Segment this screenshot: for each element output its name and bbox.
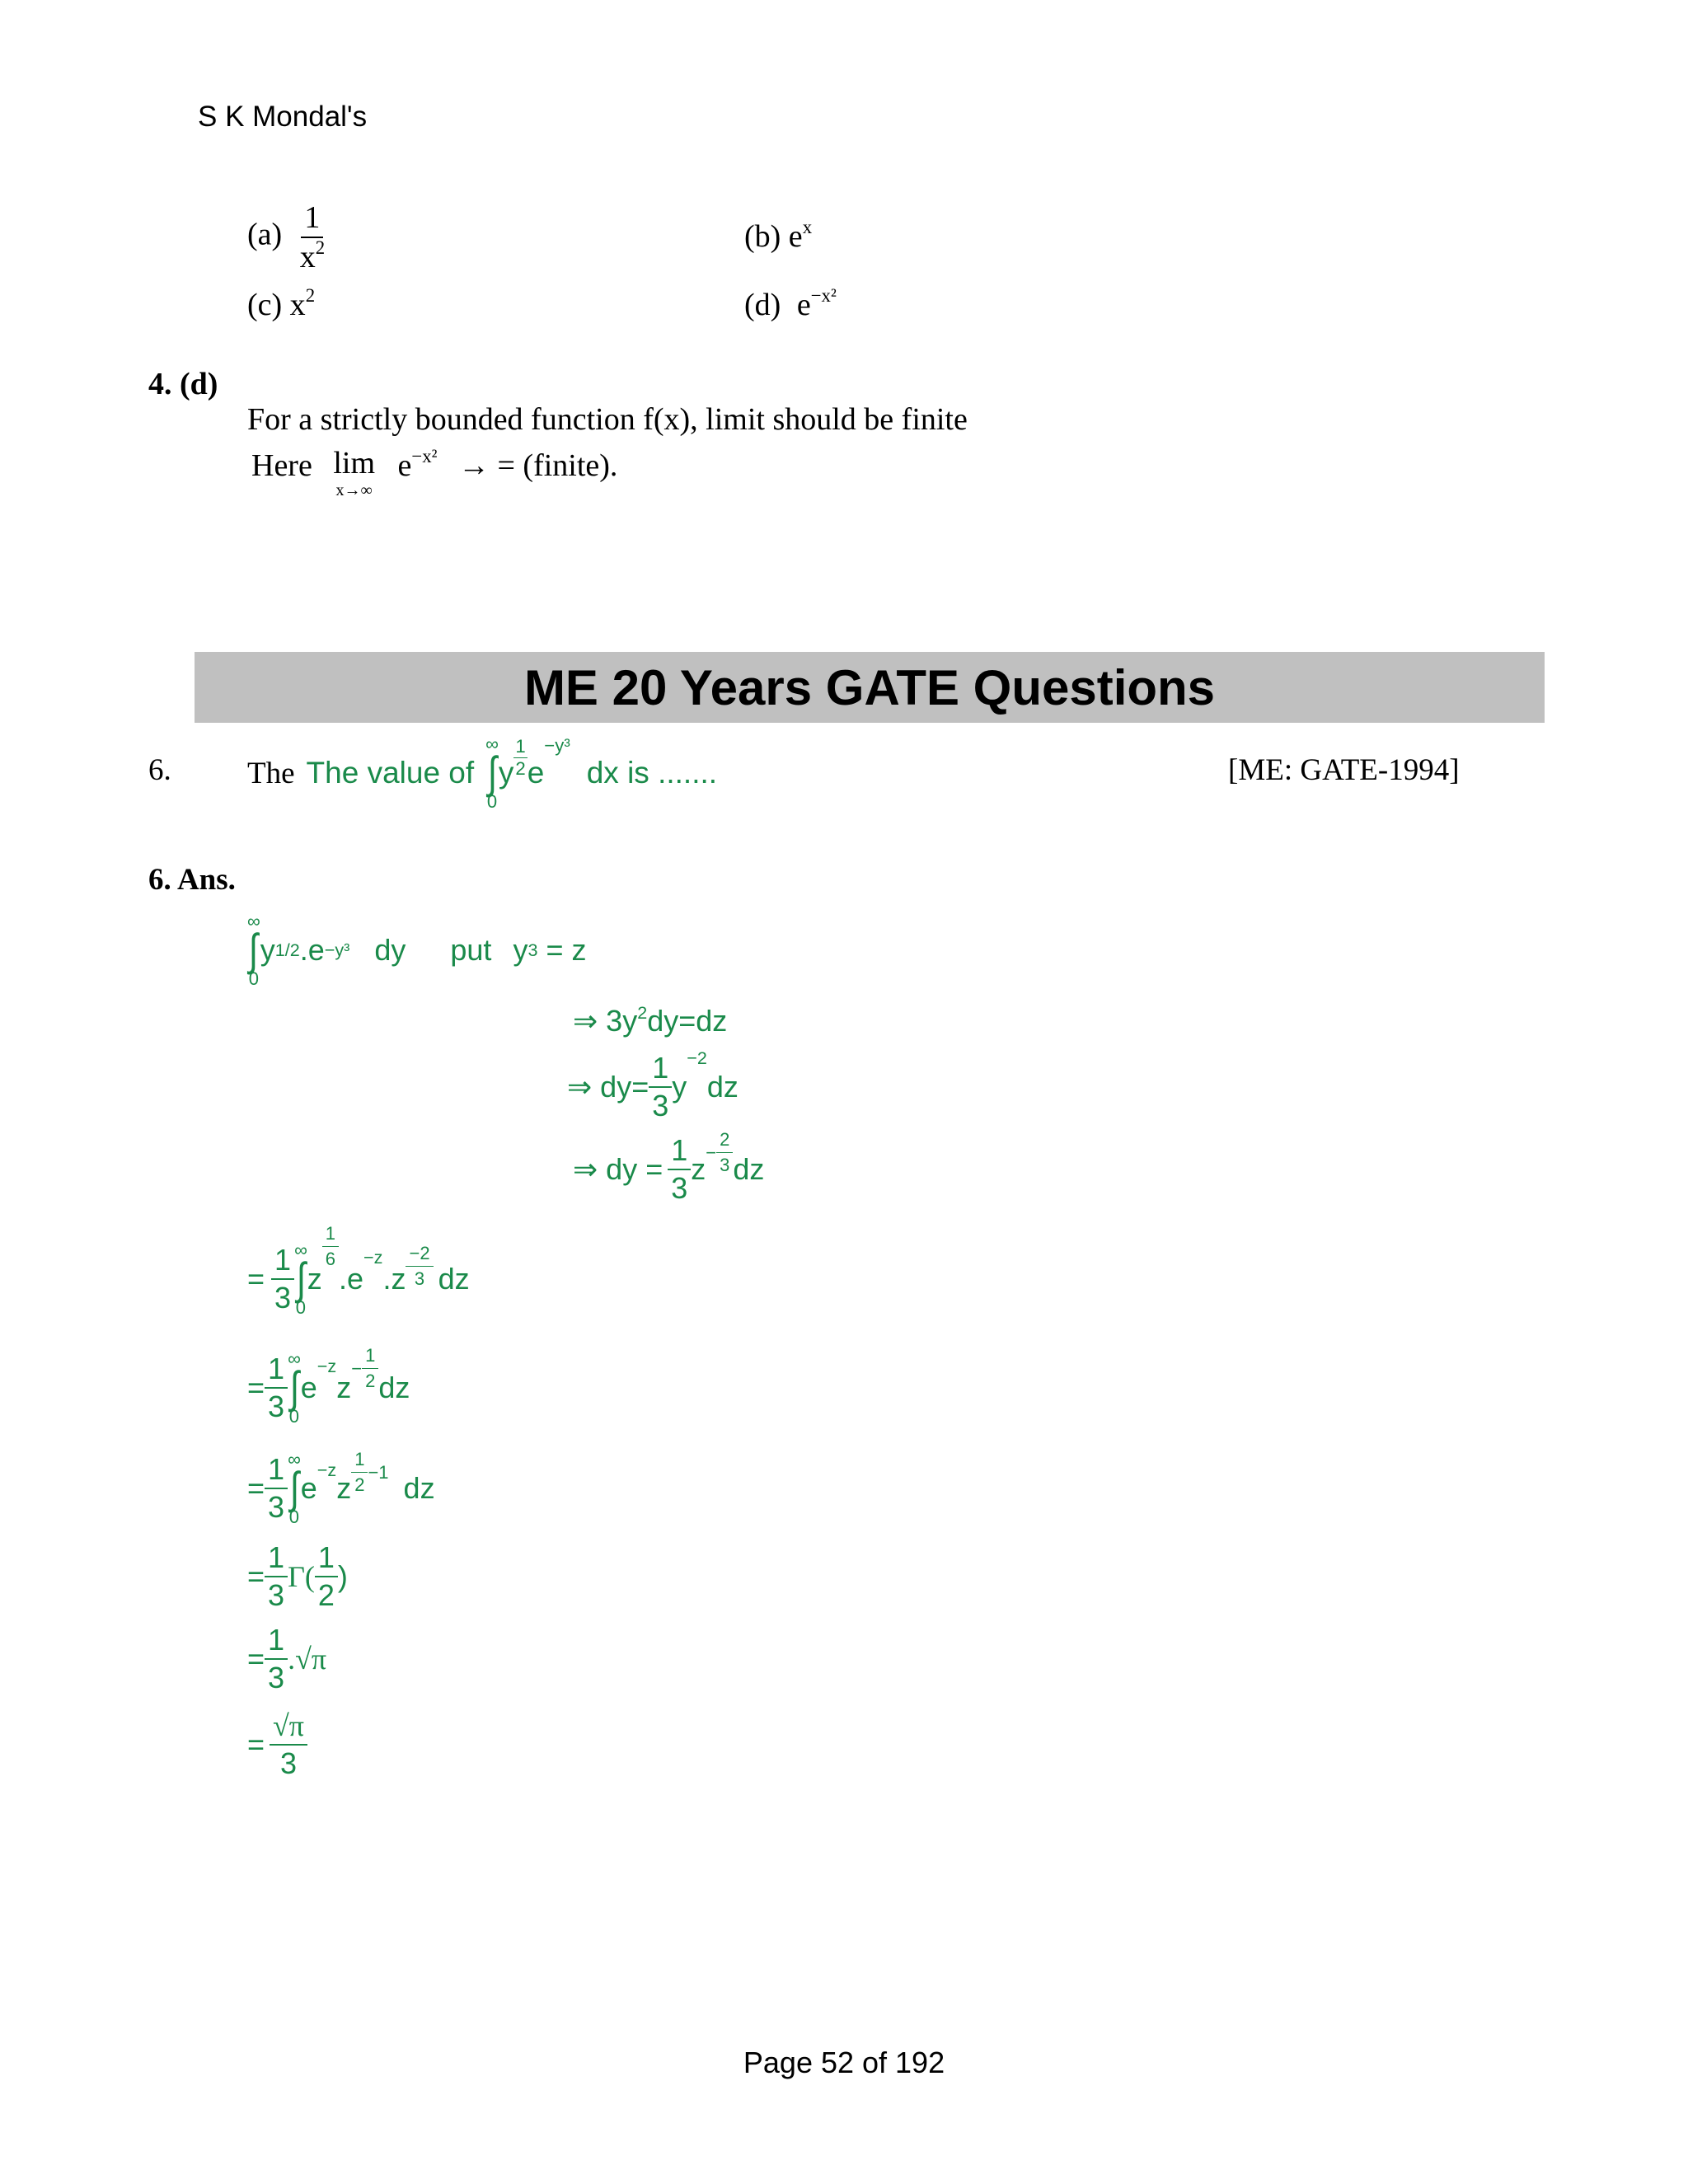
- answer-4-heading: 4. (d): [148, 367, 218, 401]
- integrand-exponent: [513, 738, 527, 778]
- option-b-label: (b) e: [744, 219, 803, 254]
- question-6-label: The value of: [306, 756, 475, 790]
- fraction-denominator: 3: [268, 1490, 285, 1524]
- e2-eq: =: [247, 1371, 265, 1404]
- integral-lower: 0: [486, 791, 498, 813]
- s1-text: ⇒ 3y: [573, 1004, 638, 1038]
- gamma-open: Γ(: [288, 1560, 315, 1593]
- s2-fraction: [649, 1053, 672, 1121]
- e2-exp-minus: −: [351, 1357, 363, 1379]
- integral-upper: ∞: [247, 910, 260, 931]
- e1-z-exponent: [322, 1225, 339, 1268]
- s2-tail: dz: [706, 1070, 738, 1104]
- fraction-numerator: 1: [351, 1451, 368, 1473]
- option-c-label: (c) x: [247, 288, 306, 322]
- option-d: [744, 287, 837, 323]
- integral-sign: [288, 1448, 301, 1528]
- equation-4: [247, 1540, 348, 1612]
- s3-z: z: [691, 1152, 706, 1186]
- e6-eq: =: [247, 1727, 265, 1761]
- integral-upper: ∞: [288, 1347, 301, 1369]
- fraction-denominator: 3: [720, 1155, 730, 1175]
- answer-4-line2: [251, 448, 617, 499]
- integral-sign: [288, 1347, 301, 1427]
- fraction-numerator: 1: [265, 1354, 288, 1389]
- gamma-argument: [315, 1540, 338, 1612]
- s2-y: y: [672, 1070, 687, 1104]
- integrand-y: y: [498, 756, 514, 790]
- integral-symbol: ∫: [249, 925, 259, 975]
- option-b: [744, 218, 812, 255]
- e3-exp-tail: −1: [368, 1461, 389, 1483]
- e3-exp-fraction: [351, 1451, 368, 1494]
- equation-2: = $\frac{1}{3}$ ∞ ∫ 0 e −z z − $\frac{1}{2}$ dz: [247, 1345, 410, 1427]
- e2-fraction: [265, 1354, 288, 1422]
- e1-mid: .e: [339, 1262, 364, 1296]
- integral-lower: 0: [248, 968, 259, 990]
- e5-fraction: [265, 1625, 288, 1693]
- fraction-numerator: √π: [270, 1711, 307, 1746]
- integral-upper: ∞: [288, 1448, 301, 1469]
- l1-mid: .e: [299, 933, 325, 967]
- s3-tail: dz: [733, 1152, 765, 1186]
- question-6-tag: [ME: GATE-1994]: [1228, 753, 1460, 787]
- e3-z-exponent: [351, 1451, 388, 1494]
- e2-tail: dz: [378, 1371, 410, 1404]
- e3-e: e: [300, 1471, 317, 1505]
- gamma-close: ): [337, 1559, 348, 1593]
- page-number: Page 52 of 192: [743, 2046, 945, 2079]
- e1-z2: .z: [382, 1262, 406, 1296]
- exponent-denominator: 2: [515, 758, 526, 780]
- integral-upper: ∞: [294, 1239, 307, 1260]
- fraction-denominator: $x^2$: [299, 237, 326, 274]
- question-6-prefix: The: [247, 756, 295, 790]
- option-b-exponent: x: [802, 217, 813, 238]
- s1-tail: dy=dz: [647, 1004, 728, 1038]
- s3-exp-minus: −: [706, 1141, 717, 1163]
- fraction-denominator: 3: [279, 1746, 298, 1780]
- lim-base: e: [397, 448, 412, 483]
- s3-fraction: [668, 1133, 691, 1205]
- integral-upper: ∞: [485, 733, 499, 754]
- fraction-denominator: 3: [652, 1089, 669, 1122]
- question-6-number: 6.: [148, 753, 171, 787]
- fraction-numerator: 1: [265, 1625, 288, 1660]
- option-d-exponent: −x²: [810, 285, 837, 307]
- fraction-numerator: 1: [362, 1347, 378, 1369]
- question-6-tail: dx is .......: [586, 756, 718, 790]
- integral-sign: [294, 1241, 307, 1318]
- integral-symbol: ∫: [296, 1254, 306, 1304]
- e3-fraction: [265, 1452, 288, 1524]
- s3-text: ⇒ dy =: [573, 1152, 663, 1186]
- section-title: ME 20 Years GATE Questions: [523, 659, 1216, 715]
- e4-fraction: [265, 1540, 288, 1612]
- fraction-denominator: 3: [414, 1268, 425, 1289]
- integral-symbol: ∫: [487, 748, 497, 798]
- fraction-numerator: 1: [322, 1225, 339, 1247]
- integral-sign: [247, 912, 260, 989]
- integral-lower: 0: [288, 1507, 300, 1528]
- s2-text: ⇒ dy=: [567, 1070, 649, 1104]
- fraction-denominator: 3: [671, 1171, 688, 1205]
- option-d-base: e: [796, 288, 811, 322]
- e2-z: z: [336, 1371, 352, 1404]
- lim-exponent: −x²: [411, 446, 438, 467]
- integral-lower: 0: [288, 1406, 300, 1427]
- e5-tail: .√π: [288, 1643, 326, 1675]
- line2-prefix: Here: [251, 448, 312, 483]
- l1-y: y: [260, 933, 275, 967]
- e1-z2-exponent: [406, 1244, 433, 1288]
- e1-fraction: [271, 1245, 294, 1313]
- question-6-text: The The value of ∞ ∫ 0 y $\frac{1}{2}$ e −y³ dx is .......: [247, 733, 718, 813]
- page-header: S K Mondal's: [198, 101, 368, 133]
- fraction-numerator: 1: [649, 1053, 672, 1088]
- fraction-denominator: 3: [268, 1578, 285, 1612]
- integral-symbol: ∫: [289, 1362, 299, 1413]
- integrand-e: e: [527, 756, 545, 790]
- e1-eq: =: [247, 1262, 265, 1296]
- step-2: ⇒ dy= $\frac{1}{3}$ y −2 dz: [567, 1047, 738, 1122]
- fraction-numerator: 1: [265, 1455, 288, 1489]
- l1-eq: = z: [546, 933, 587, 967]
- fraction-numerator: 2: [716, 1131, 733, 1153]
- fraction-denominator: 3: [268, 1390, 285, 1423]
- answer-6-line1: ∞ ∫ 0 y 1/2 .e −y³ dy put y 3 = z: [247, 910, 587, 990]
- e6-fraction: [270, 1711, 307, 1779]
- section-banner: [195, 652, 1545, 723]
- fraction-denominator: 6: [325, 1249, 335, 1269]
- integral-symbol: ∫: [289, 1463, 299, 1513]
- e1-z: z: [307, 1262, 322, 1296]
- option-a-fraction: [297, 202, 328, 273]
- fraction-denominator: 2: [365, 1371, 376, 1391]
- fraction-denominator: 2: [354, 1474, 365, 1495]
- equation-5: [247, 1625, 326, 1693]
- fraction-numerator: −2: [406, 1244, 433, 1267]
- e3-z: z: [336, 1471, 352, 1505]
- e2-exp-fraction: [362, 1347, 378, 1390]
- answer-4-line1: For a strictly bounded function f(x), limit should be finite: [247, 402, 968, 437]
- option-a-label: (a): [247, 217, 283, 252]
- l1-sub-y: y: [513, 933, 528, 967]
- s3-exponent: [706, 1131, 733, 1174]
- limit-operator: [333, 448, 375, 499]
- l1-dy: dy: [374, 933, 406, 967]
- e5-eq: =: [247, 1642, 265, 1675]
- option-c: [247, 287, 315, 323]
- integral-sign: [485, 735, 499, 812]
- answer-6-heading: 6. Ans.: [148, 863, 236, 897]
- step-1: [573, 1001, 728, 1038]
- e4-eq: =: [247, 1559, 265, 1593]
- step-3: [573, 1129, 765, 1205]
- integral-lower: 0: [295, 1297, 307, 1319]
- option-a: [247, 202, 328, 273]
- fraction-denominator: 3: [268, 1661, 285, 1694]
- lim-subscript: x→∞: [335, 481, 373, 499]
- e1-tail: dz: [438, 1262, 470, 1296]
- s3-exp-fraction: [716, 1131, 733, 1174]
- fraction-numerator: 1: [271, 1245, 294, 1280]
- lim-suffix: → = (finite).: [458, 448, 618, 483]
- e2-e: e: [300, 1371, 317, 1404]
- equation-6: [247, 1711, 307, 1779]
- fraction-denominator: 2: [317, 1578, 335, 1612]
- lim-word: lim: [333, 446, 376, 480]
- e3-tail: dz: [403, 1471, 435, 1505]
- option-d-label: (d): [744, 288, 781, 322]
- e2-z-exponent: [351, 1347, 378, 1390]
- option-c-exponent: 2: [305, 285, 316, 307]
- fraction-numerator: 1: [301, 202, 323, 238]
- fraction-numerator: 1: [265, 1543, 288, 1577]
- l1-put: put: [450, 933, 492, 967]
- e3-eq: =: [247, 1471, 265, 1505]
- s1-exp: 2: [637, 1001, 648, 1023]
- fraction-numerator: 1: [668, 1136, 691, 1170]
- exponent-numerator: 1: [513, 738, 527, 758]
- equation-3: = $\frac{1}{3}$ ∞ ∫ 0 e −z z $\frac{1}{2}$ −1 dz: [247, 1448, 435, 1528]
- fraction-denominator: 3: [274, 1281, 292, 1315]
- equation-1: = $\frac{1}{3}$ ∞ ∫ 0 z $\frac{1}{6}$ .e −z .z $\frac{-2}{3}$ dz: [247, 1223, 470, 1319]
- fraction-numerator: 1: [315, 1543, 338, 1577]
